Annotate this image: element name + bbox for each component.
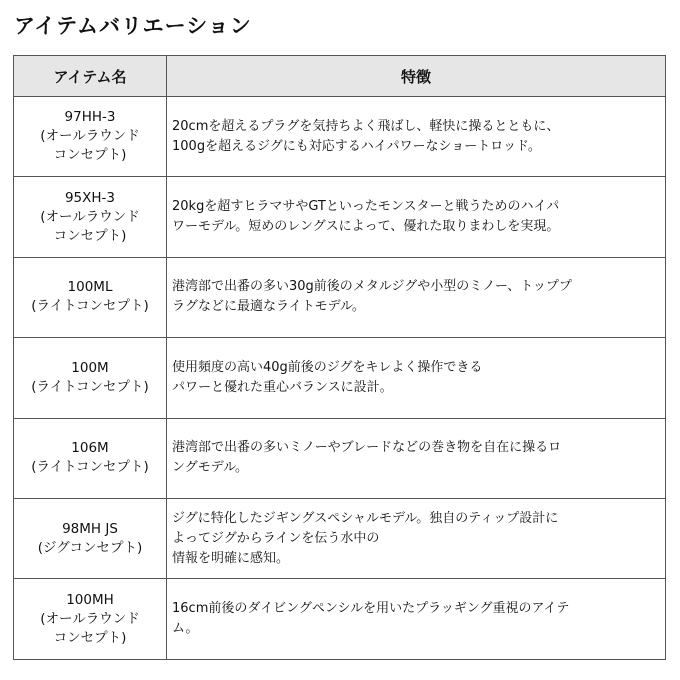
item-feature-cell: 港湾部で出番の多いミノーやブレードなどの巻き物を自在に操るロ ングモデル。	[167, 418, 666, 498]
table-row	[14, 418, 666, 498]
table-row	[14, 579, 666, 659]
table-row	[14, 338, 666, 418]
item-variation-table	[13, 55, 666, 660]
item-feature-cell: 20cmを超えるプラグを気持ちよく飛ばし、軽快に操るとともに、 100gを超えるジグにも対応するハイパワーなショートロッド。	[167, 97, 666, 177]
table-header-row	[14, 56, 666, 97]
page-title: アイテムバリエーション	[14, 14, 252, 38]
item-feature-cell: 16cm前後のダイビングペンシルを用いたプラッギング重視のアイテ ム。	[167, 579, 666, 659]
item-feature-cell: 20kgを超すヒラマサやGTといったモンスターと戦うためのハイパ ワーモデル。短めのレングスによって、優れた取りまわしを実現。	[167, 177, 666, 257]
item-name-cell: 100ML (ライトコンセプト)	[14, 257, 167, 337]
item-name-cell: 98MH JS (ジグコンセプト)	[14, 498, 167, 578]
item-name-cell: 100MH (オールラウンド コンセプト)	[14, 579, 167, 659]
item-feature-cell: 使用頻度の高い40g前後のジグをキレよく操作できる パワーと優れた重心バランスに設計。	[167, 338, 666, 418]
item-feature-cell: ジグに特化したジギングスペシャルモデル。独自のティップ設計に よってジグからラインを伝う水中の 情報を明確に感知。	[167, 498, 666, 578]
table-row	[14, 97, 666, 177]
item-name-cell: 106M (ライトコンセプト)	[14, 418, 167, 498]
table-row	[14, 257, 666, 337]
column-header-item-name: アイテム名	[14, 56, 167, 97]
item-name-cell: 97HH-3 (オールラウンド コンセプト)	[14, 97, 167, 177]
item-name-cell: 100M (ライトコンセプト)	[14, 338, 167, 418]
table-row	[14, 177, 666, 257]
item-name-cell: 95XH-3 (オールラウンド コンセプト)	[14, 177, 167, 257]
table-row	[14, 498, 666, 578]
item-feature-cell: 港湾部で出番の多い30g前後のメタルジグや小型のミノー、トッププ ラグなどに最適なライトモデル。	[167, 257, 666, 337]
column-header-feature: 特徴	[167, 56, 666, 97]
